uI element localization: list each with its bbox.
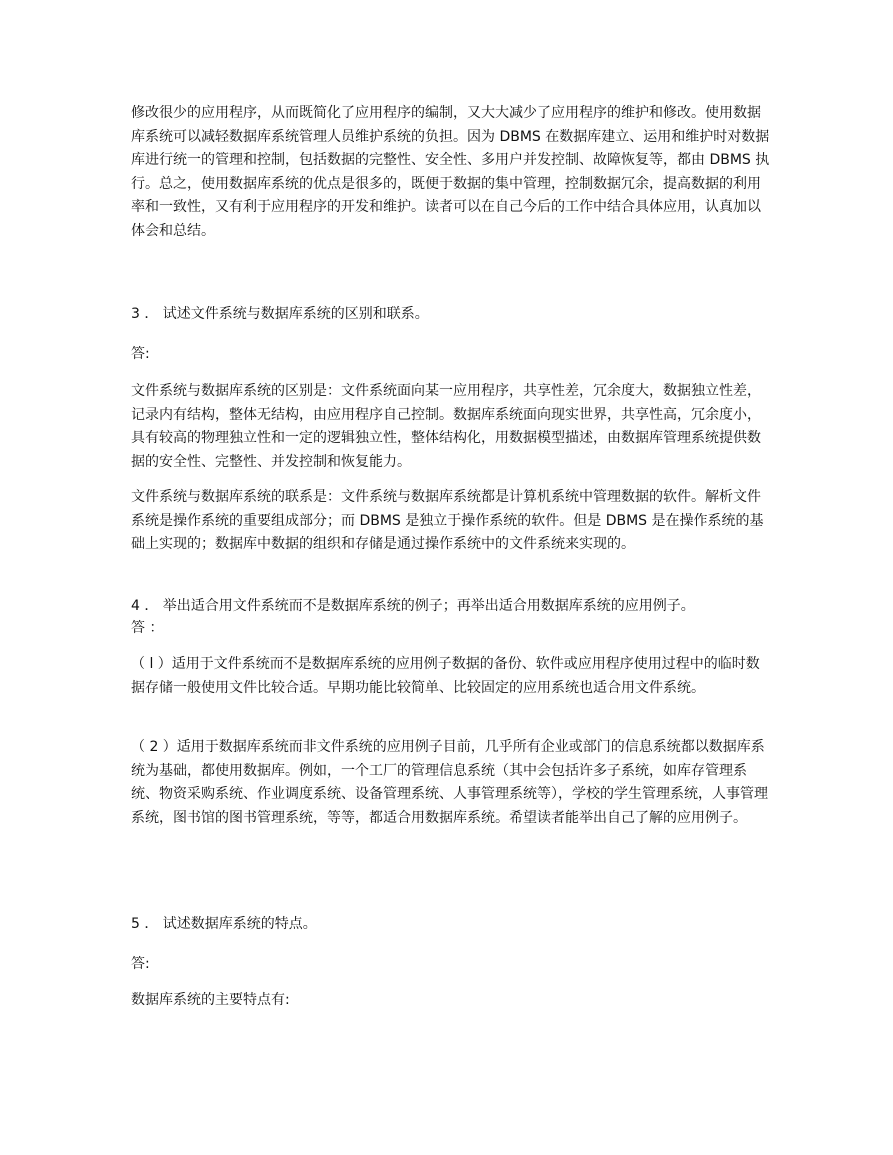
question-3-answer-label: 答: (131, 346, 150, 362)
question-5-paragraph-1: 数据库系统的主要特点有: (131, 992, 290, 1008)
question-4-paragraph-2: （ 2 ）适用于数据库系统而非文件系统的应用例子目前，几乎所有企业或部门的信息系统都以数据库系统为基础，都使用数据库。例如，一个工厂的管理信息系统（其中会包括许多子系统，如库存管理系统、物资采购系统、作业调度系统、设备管理系统、人事管理系统等），学校的学生管理系统，人事管理系统，图书馆的图书管理系统，等等，都适合用数据库系统。希望读者能举出自己了解的应用例子。 (131, 739, 768, 826)
question-3-title: 3 ． 试述文件系统与数据库系统的区别和联系。 (131, 306, 429, 322)
question-4-paragraph-1: （ l ）适用于文件系统而不是数据库系统的应用例子数据的备份、软件或应用程序使用过程中的临时数据存储一般使用文件比较合适。早期功能比较简单、比较固定的应用系统也适合用文件系统。 (131, 656, 760, 696)
question-5-title: 5 ． 试述数据库系统的特点。 (131, 916, 317, 932)
question-4-answer-label: 答 ： (131, 620, 164, 636)
question-5-answer-label: 答: (131, 956, 150, 972)
question-3-paragraph-2: 文件系统与数据库系统的联系是：文件系统与数据库系统都是计算机系统中管理数据的软件。解析文件系统是操作系统的重要组成部分；而 DBMS 是独立于操作系统的软件。但是 DBMS 是在操作系统的基础上实现的；数据库中数据的组织和存储是通过操作系统中的文件系统来实现的。 (131, 489, 764, 552)
question-3-paragraph-1: 文件系统与数据库系统的区别是：文件系统面向某一应用程序，共享性差，冗余度大，数据独立性差，记录内有结构，整体无结构，由应用程序自己控制。数据库系统面向现实世界，共享性高，冗余度小，具有较高的物理独立性和一定的逻辑独立性，整体结构化，用数据模型描述，由数据库管理系统提供数据的安全性、完整性、并发控制和恢复能力。 (131, 383, 761, 470)
question-4-title: 4 ． 举出适合用文件系统而不是数据库系统的例子；再举出适合用数据库系统的应用例子。 (131, 598, 695, 614)
intro-paragraph: 修改很少的应用程序，从而既简化了应用程序的编制，又大大减少了应用程序的维护和修改。使用数据库系统可以减轻数据库系统管理人员维护系统的负担。因为 DBMS 在数据库建立、运用和维护时对数据库进行统一的管理和控制，包括数据的完整性、安全性、多用户并发控制、故障恢复等，都由 DBMS 执行。总之，使用数据库系统的优点是很多的，既便于数据的集中管理，控制数据冗余，提高数据的利用率和一致性，又有利于应用程序的开发和维护。读者可以在自己今后的工作中结合具体应用，认真加以体会和总结。 (131, 105, 770, 239)
